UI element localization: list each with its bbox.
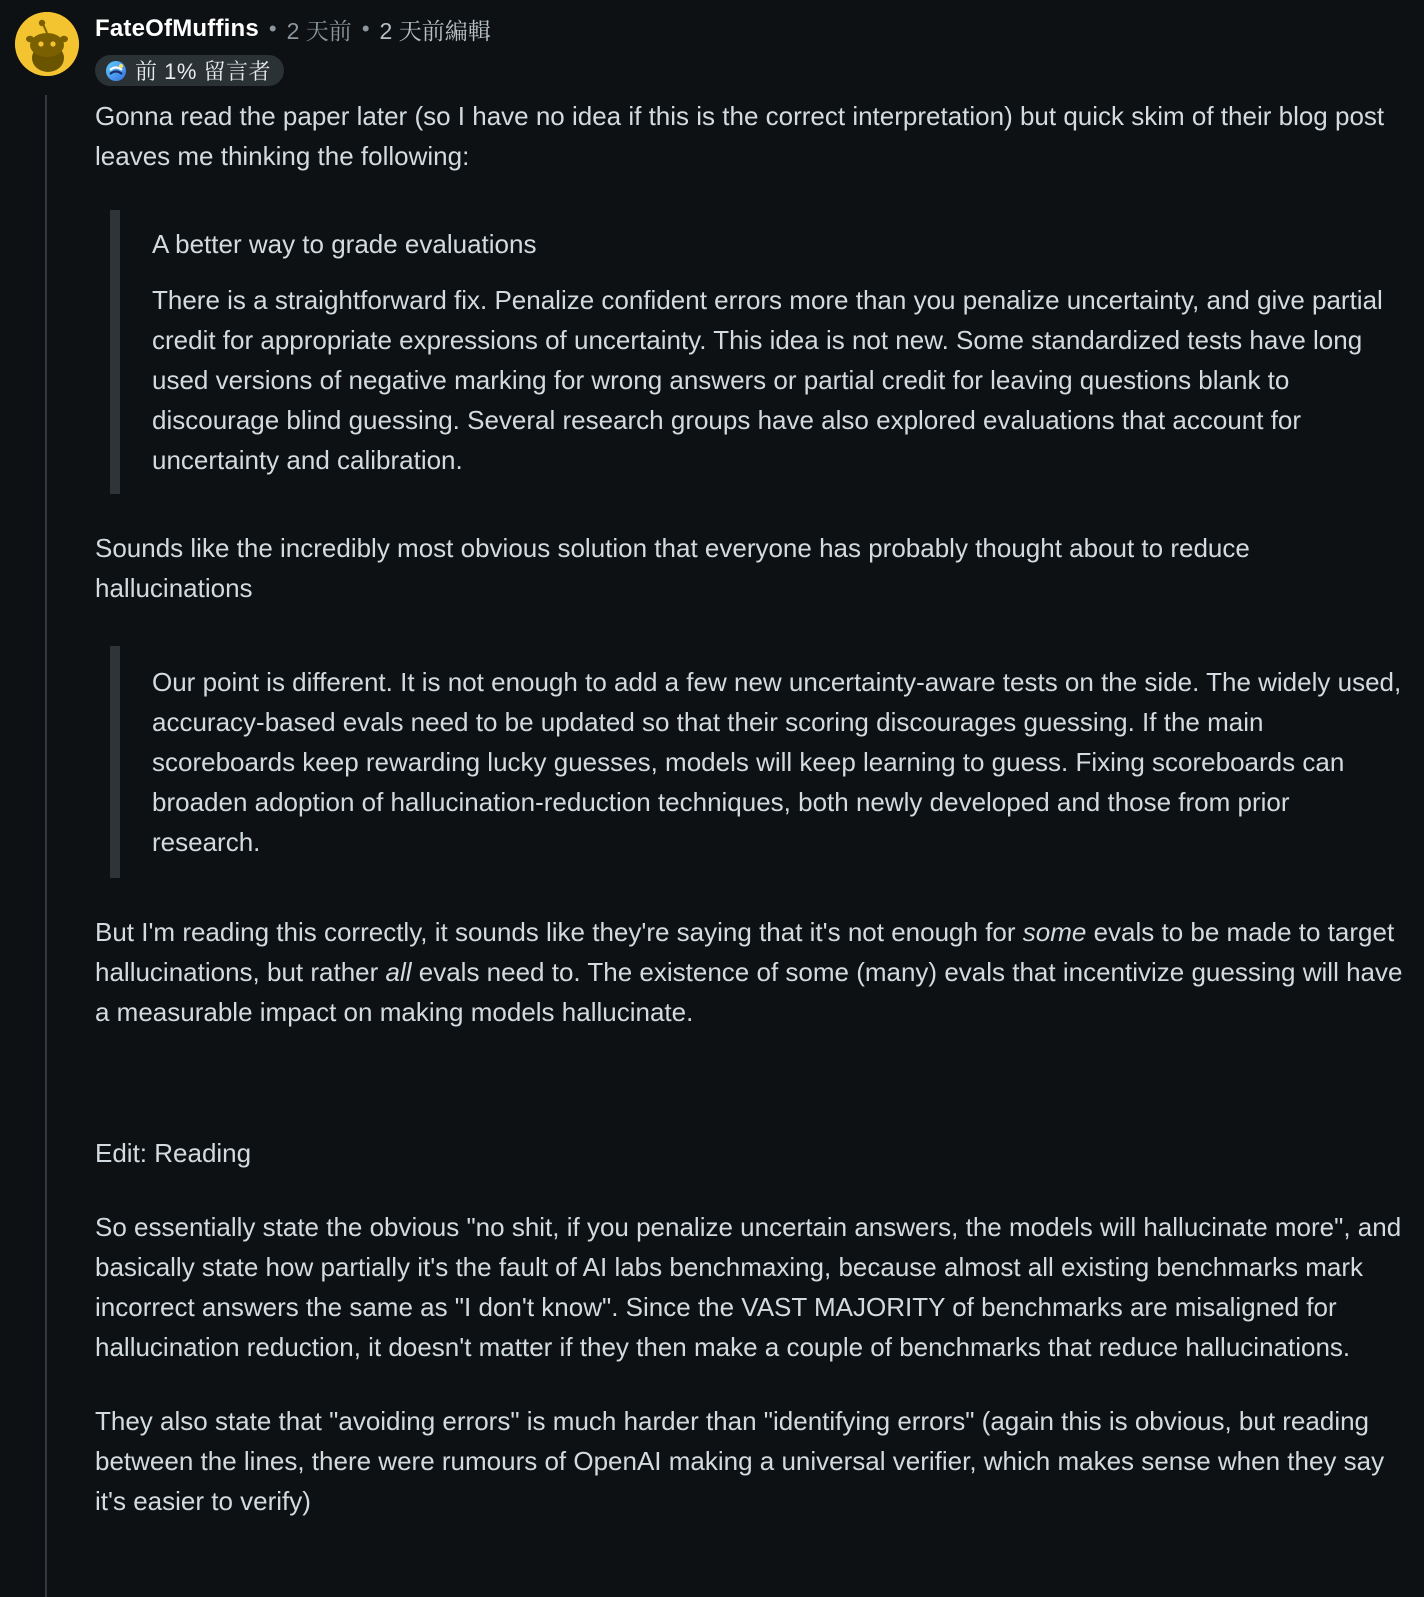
timestamp[interactable]: 2 天前 [286, 17, 352, 44]
meta-separator: • [361, 16, 370, 41]
paragraph-edit: Edit: Reading [95, 1138, 252, 1168]
text-run: But I'm reading this correctly, it sounds like they're saying that it's not enough for [95, 917, 1023, 947]
emphasis-all: all [385, 957, 412, 987]
comment-meta [95, 12, 491, 46]
paragraph-obvious: Sounds like the incredibly most obvious solution that everyone has probably thought about to reduce hallucinations [95, 533, 1250, 603]
blockquote-point [110, 646, 1405, 878]
edited-timestamp: 2 天前編輯 [379, 17, 491, 44]
meta-separator: • [268, 16, 277, 41]
blockquote-grading [110, 210, 1405, 494]
text-run: evals to be made to target hallucinations, but rather [95, 917, 1395, 987]
author-username[interactable]: FateOfMuffins [95, 15, 259, 42]
text-run: evals need to. The existence of some (many) evals that incentivize guessing will have a measurable impact on making models hallucinate. [95, 957, 1403, 1027]
paragraph-essentially: So essentially state the obvious "no shit, if you penalize uncertain answers, the models will hallucinate more", and basically state how partially it's the fault of AI labs benchmaxing, because almost all existing benchmarks mark incorrect answers the same as "I don't know". Since the VAST MAJORITY of benchmarks are misaligned for hallucination reduction, it doesn't matter if they then make a couple of benchmarks that reduce hallucinations. [95, 1212, 1402, 1362]
quote-title: A better way to grade evaluations [152, 229, 537, 259]
snoo-avatar-icon [15, 12, 79, 76]
flair-text: 前 1% 留言者 [135, 59, 272, 84]
avatar[interactable] [15, 12, 79, 76]
quote-body: There is a straightforward fix. Penalize confident errors more than you penalize uncertainty, and give partial credit for appropriate expressions of uncertainty. This idea is not new. Some standardized tests have long used versions of negative marking for wrong answers or partial credit for leaving questions blank to discourage blind guessing. Several research groups have also explored evaluations that account for uncertainty and calibration. [152, 285, 1383, 475]
paragraph-intro: Gonna read the paper later (so I have no idea if this is the correct interpretation) but quick skim of their blog post leaves me thinking the following: [95, 101, 1385, 171]
comment-body [95, 96, 1405, 1521]
top-contributor-icon [105, 60, 127, 82]
user-flair [95, 55, 284, 86]
paragraph-correctly [95, 912, 1405, 1032]
thread-line[interactable] [45, 95, 47, 1597]
paragraph-also: They also state that "avoiding errors" is much harder than "identifying errors" (again this is obvious, but reading between the lines, there were rumours of OpenAI making a universal verifier, which makes sense when they say it's easier to verify) [95, 1406, 1385, 1516]
emphasis-some: some [1022, 917, 1087, 947]
quote-body: Our point is different. It is not enough to add a few new uncertainty-aware tests on the side. The widely used, accuracy-based evals need to be updated so that their scoring discourages guessing. If the main scoreboards keep rewarding lucky guesses, models will keep learning to guess. Fixing scoreboards can broaden adoption of hallucination-reduction techniques, both newly developed and those from prior research. [152, 667, 1402, 857]
